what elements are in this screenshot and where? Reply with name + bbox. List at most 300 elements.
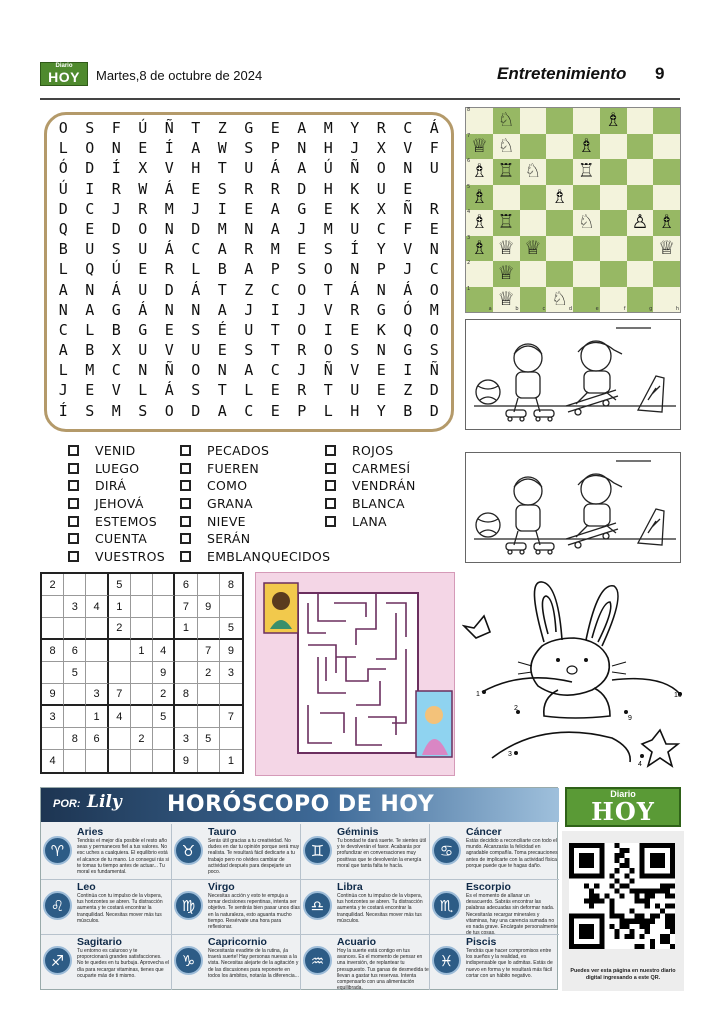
qr-code-image[interactable] xyxy=(569,843,675,949)
sign-forecast: Es el momento de allanar un desacuerdo. Sabrás encontrar las palabras adecuadas sin deformar nada. Necesitarás recargar minerales y vitaminas, hay una carencia sumada no es nada grave. Encárgate personalmente de tus cosas. xyxy=(466,893,558,935)
word-search-letter: N xyxy=(111,139,121,158)
chess-square xyxy=(493,159,520,185)
word-label: COMO xyxy=(207,478,248,494)
sign-name: Géminis xyxy=(337,826,379,838)
word-search-letter: É xyxy=(217,320,227,339)
sign-name: Virgo xyxy=(208,881,235,893)
word-search-letter: D xyxy=(429,401,439,420)
word-search-letter: I xyxy=(270,300,280,319)
chess-square xyxy=(573,134,600,160)
sudoku-cell xyxy=(220,684,242,706)
word-search-letter: B xyxy=(111,320,121,339)
horoscope-sign-piscis xyxy=(430,936,559,992)
file-label: b xyxy=(515,306,519,312)
word-search-letter: G xyxy=(297,199,307,218)
chess-square xyxy=(466,185,493,211)
horoscope-section xyxy=(40,787,558,990)
word-search-letter: D xyxy=(111,219,121,238)
sign-name: Tauro xyxy=(208,826,237,838)
chess-square xyxy=(627,159,654,185)
word-search-letter: C xyxy=(111,361,121,380)
word-search-letter: A xyxy=(217,240,227,259)
sudoku-cell xyxy=(153,618,175,640)
sudoku-cell xyxy=(175,706,197,728)
qr-code[interactable] xyxy=(569,843,675,949)
word-label: NIEVE xyxy=(207,513,246,529)
chess-square xyxy=(466,236,493,262)
checkbox-icon xyxy=(180,445,191,456)
word-search-letter: E xyxy=(85,219,95,238)
sudoku-cell xyxy=(86,618,108,640)
word-list-item xyxy=(68,477,165,495)
word-search-word-list xyxy=(68,442,458,562)
horoscope-sign-aries xyxy=(41,826,170,882)
horoscope-banner xyxy=(41,788,559,822)
checkbox-icon xyxy=(68,480,79,491)
word-label: CUENTA xyxy=(95,531,148,547)
word-list-item xyxy=(325,460,416,478)
word-search-row xyxy=(50,360,448,380)
word-search-row xyxy=(50,179,448,199)
sign-forecast: Necesitarás evadirte de la rutina, ¡la traerá suerte! Hay personas nuevas a la vista. Necesitas alejarte de la agitación y de las discusiones para reponerte en todos los ámbitos, notarás la diferencia... xyxy=(208,948,299,979)
word-search-letter: R xyxy=(244,179,254,198)
sudoku-cell: 7 xyxy=(198,640,220,662)
word-search-letter: N xyxy=(376,341,386,360)
word-search-letter: I xyxy=(323,320,333,339)
logo-small-text: Diario xyxy=(55,63,73,69)
maze-puzzle xyxy=(255,572,455,776)
word-search-letter: U xyxy=(85,240,95,259)
chess-square xyxy=(653,108,680,134)
zodiac-icon: ♓ xyxy=(432,946,461,975)
bunny-drawing xyxy=(462,570,686,776)
chess-square xyxy=(520,185,547,211)
sudoku-cell xyxy=(86,662,108,684)
chess-square xyxy=(466,261,493,287)
word-search-letter: N xyxy=(244,219,254,238)
word-search-row xyxy=(50,380,448,400)
word-search-letter: N xyxy=(429,240,439,259)
chess-square xyxy=(493,261,520,287)
sudoku-cell xyxy=(131,618,153,640)
word-search-letter: S xyxy=(138,401,148,420)
word-search-letter: H xyxy=(323,179,333,198)
word-search-letter: R xyxy=(270,179,280,198)
sudoku-cell: 2 xyxy=(153,684,175,706)
sign-forecast: Hoy la suerte está contigo en tus avances. Es el momento de pensar en una inversión, de replantear tu presupuesto. Tus ganas de desmedida te llevan a gastar tus reservas. Intenta compensarlo con una alimentación equilibrada. xyxy=(337,948,429,990)
word-search-letter: E xyxy=(350,320,360,339)
word-search-letter: N xyxy=(164,219,174,238)
word-search-letter: N xyxy=(85,280,95,299)
word-search-letter: U xyxy=(191,341,201,360)
word-search-grid xyxy=(50,118,448,421)
sudoku-cell: 5 xyxy=(198,728,220,750)
word-search-letter: U xyxy=(350,381,360,400)
word-list-item xyxy=(68,460,165,478)
chess-square xyxy=(573,261,600,287)
word-label: PECADOS xyxy=(207,443,270,459)
word-search-letter: V xyxy=(403,139,413,158)
word-search-letter: S xyxy=(111,240,121,259)
word-search-letter: X xyxy=(111,341,121,360)
word-search-letter: S xyxy=(244,139,254,158)
word-search-letter: N xyxy=(376,280,386,299)
word-search-letter: E xyxy=(323,199,333,218)
chess-piece-icon: ♙ xyxy=(631,211,649,234)
sudoku-cell: 7 xyxy=(220,706,242,728)
diario-hoy-promo-logo xyxy=(565,787,681,827)
word-column-2 xyxy=(180,442,330,565)
sudoku-cell: 4 xyxy=(153,640,175,662)
issue-date: Martes,8 de octubre de 2024 xyxy=(96,68,263,83)
sudoku-cell xyxy=(42,618,64,640)
file-label: e xyxy=(595,306,599,312)
zodiac-icon: ♍ xyxy=(174,891,203,920)
word-label: FUEREN xyxy=(207,460,259,476)
word-search-letter: F xyxy=(111,119,121,137)
chess-square xyxy=(520,236,547,262)
word-search-letter: S xyxy=(244,341,254,360)
sudoku-cell: 5 xyxy=(109,574,131,596)
file-label: g xyxy=(649,306,653,312)
word-search-letter: O xyxy=(429,320,439,339)
word-search-letter: E xyxy=(297,240,307,259)
sudoku-cell xyxy=(198,706,220,728)
word-search-letter: J xyxy=(58,381,68,400)
sudoku-cell: 1 xyxy=(86,706,108,728)
horoscope-sign-geminis xyxy=(301,826,430,882)
horoscope-sign-acuario xyxy=(301,936,430,992)
chess-square xyxy=(466,108,493,134)
word-search-letter: X xyxy=(376,139,386,158)
word-search-letter: Ú xyxy=(138,119,148,137)
zodiac-icon: ♑ xyxy=(174,946,203,975)
checkbox-icon xyxy=(68,533,79,544)
chess-square xyxy=(546,159,573,185)
checkbox-icon xyxy=(325,463,336,474)
word-search-letter: L xyxy=(58,139,68,158)
word-search-letter: Z xyxy=(403,381,413,400)
word-list-item xyxy=(325,442,416,460)
word-search-letter: L xyxy=(244,381,254,400)
word-column-3 xyxy=(325,442,416,530)
word-search-letter: E xyxy=(244,199,254,218)
sign-name: Sagitario xyxy=(77,936,122,948)
chess-square xyxy=(600,185,627,211)
word-search-letter: R xyxy=(350,300,360,319)
rank-label: 6 xyxy=(467,158,471,164)
rank-label: 4 xyxy=(467,209,471,215)
word-search-letter: V xyxy=(403,240,413,259)
zodiac-icon: ♉ xyxy=(174,836,203,865)
horoscope-sign-virgo xyxy=(172,881,301,937)
sudoku-cell xyxy=(153,596,175,618)
maze-drawing xyxy=(256,573,456,777)
checkbox-icon xyxy=(325,498,336,509)
chess-piece-icon: ♗ xyxy=(470,160,488,183)
sudoku-cell xyxy=(131,706,153,728)
chess-square xyxy=(520,287,547,313)
file-label: a xyxy=(488,306,492,312)
sudoku-cell: 7 xyxy=(109,684,131,706)
checkbox-icon xyxy=(180,480,191,491)
sudoku-cell: 8 xyxy=(42,640,64,662)
chess-square xyxy=(493,185,520,211)
word-list-item xyxy=(180,548,330,566)
chess-square xyxy=(600,287,627,313)
checkbox-icon xyxy=(180,551,191,562)
word-search-letter: U xyxy=(138,341,148,360)
chess-piece-icon: ♕ xyxy=(658,236,676,259)
sign-name: Piscis xyxy=(466,936,497,948)
word-search-letter: Ñ xyxy=(164,361,174,380)
sudoku-cell xyxy=(153,728,175,750)
word-search-letter: D xyxy=(85,159,95,178)
word-search-letter: U xyxy=(376,179,386,198)
word-search-letter: L xyxy=(323,401,333,420)
word-search-letter: Á xyxy=(350,280,360,299)
chess-square xyxy=(627,236,654,262)
word-search-letter: M xyxy=(323,119,333,137)
sudoku-cell xyxy=(109,750,131,772)
word-search-letter: T xyxy=(270,341,280,360)
zodiac-icon: ♋ xyxy=(432,836,461,865)
checkbox-icon xyxy=(68,445,79,456)
word-list-item xyxy=(325,495,416,513)
chess-square xyxy=(466,159,493,185)
sudoku-cell xyxy=(86,750,108,772)
chess-square xyxy=(627,261,654,287)
word-search-letter: U xyxy=(138,240,148,259)
sudoku-cell xyxy=(42,596,64,618)
sign-forecast: Necesitas acción y esto te empuja a tomar decisiones repentinas, intenta ser objetivo. Te sentirás bien pasar unos días en la naturaleza, esto aguanta mucho tiempo. Resérvate una hora para reflexionar. xyxy=(208,893,300,931)
word-search-letter: S xyxy=(323,240,333,259)
word-search-letter: C xyxy=(376,219,386,238)
page-number: 9 xyxy=(655,64,665,83)
chess-square xyxy=(653,287,680,313)
zodiac-icon: ♌ xyxy=(43,891,72,920)
word-search-letter: P xyxy=(297,401,307,420)
word-search-letter: O xyxy=(58,119,68,137)
word-search-letter: E xyxy=(191,179,201,198)
coloring-picture-2 xyxy=(465,452,681,563)
chess-square xyxy=(653,210,680,236)
word-search-letter: U xyxy=(244,320,254,339)
word-search-letter: B xyxy=(85,341,95,360)
sudoku-cell xyxy=(198,574,220,596)
word-label: CARMESÍ xyxy=(352,460,411,476)
sudoku-cell xyxy=(64,618,86,640)
chess-square xyxy=(653,134,680,160)
word-search-letter: O xyxy=(164,401,174,420)
word-search-letter: S xyxy=(350,341,360,360)
word-search-letter: T xyxy=(217,280,227,299)
kids-skating-drawing-2 xyxy=(466,453,682,564)
word-search-letter: A xyxy=(85,300,95,319)
word-search-letter: A xyxy=(297,119,307,137)
rank-label: 3 xyxy=(467,234,471,241)
sudoku-cell: 2 xyxy=(42,574,64,596)
sudoku-cell xyxy=(131,662,153,684)
word-search-letter: A xyxy=(244,361,254,380)
dot-label: 9 xyxy=(628,715,632,722)
word-search-letter: G xyxy=(376,300,386,319)
word-search-letter: R xyxy=(429,199,439,218)
horoscope-sign-leo xyxy=(41,881,170,937)
word-search-letter: I xyxy=(403,361,413,380)
sign-forecast: Serás útil gracias a tu creatividad. No dudes en dar tu opinión porque será muy realista. Te resultará fácil dedicarte a tu trabajo pero no olvides cambiar de actividad después para despejarte un poco. xyxy=(208,838,300,876)
word-search-letter: K xyxy=(350,199,360,218)
chess-square xyxy=(653,159,680,185)
word-search-letter: O xyxy=(138,219,148,238)
word-search-letter: Y xyxy=(376,401,386,420)
chess-square xyxy=(573,185,600,211)
word-search-letter: E xyxy=(138,139,148,158)
sudoku-cell xyxy=(175,640,197,662)
word-search-letter: S xyxy=(217,179,227,198)
chess-square xyxy=(546,185,573,211)
word-search-letter: E xyxy=(270,119,280,137)
sudoku-cell xyxy=(131,574,153,596)
chess-square xyxy=(627,108,654,134)
word-search-letter: Ñ xyxy=(403,199,413,218)
word-search-row xyxy=(50,118,448,138)
word-search-letter: Y xyxy=(350,119,360,137)
sign-forecast: Continúa con tu impulso de la víspera, tus horizontes se abren. Tu distracción aumenta y te costará encontrar la tranquilidad. Necesitas mover más tus músculos. xyxy=(77,893,163,924)
word-search-letter: C xyxy=(191,240,201,259)
word-search-letter: T xyxy=(270,320,280,339)
sudoku-cell xyxy=(198,618,220,640)
chess-piece-icon: ♕ xyxy=(497,287,515,310)
word-search-letter: L xyxy=(58,260,68,279)
sudoku-cell xyxy=(64,574,86,596)
diario-hoy-logo xyxy=(40,62,88,86)
word-search-letter: T xyxy=(191,119,201,137)
chess-piece-icon: ♘ xyxy=(497,134,515,157)
word-search-letter: E xyxy=(164,320,174,339)
word-search-row xyxy=(50,219,448,239)
word-search-letter: J xyxy=(244,300,254,319)
chess-square xyxy=(493,287,520,313)
word-label: VUESTROS xyxy=(95,548,166,564)
word-search-letter: I xyxy=(217,199,227,218)
checkbox-icon xyxy=(180,498,191,509)
word-search-letter: K xyxy=(350,179,360,198)
word-search-row xyxy=(50,280,448,300)
word-search-letter: L xyxy=(85,320,95,339)
word-search-letter: C xyxy=(403,119,413,137)
word-search-letter: M xyxy=(111,401,121,420)
sudoku-cell: 4 xyxy=(86,596,108,618)
word-search-letter: E xyxy=(376,381,386,400)
word-search-letter: Á xyxy=(429,119,439,137)
word-search-letter: E xyxy=(85,381,95,400)
word-search-letter: Á xyxy=(164,240,174,259)
horoscope-sign-libra xyxy=(301,881,430,937)
word-list-item xyxy=(180,460,330,478)
sudoku-cell xyxy=(86,640,108,662)
word-label: LANA xyxy=(352,513,387,529)
word-search-letter: B xyxy=(403,401,413,420)
chess-square xyxy=(546,210,573,236)
word-search-letter: G xyxy=(138,320,148,339)
word-search-row xyxy=(50,259,448,279)
word-search-letter: M xyxy=(323,219,333,238)
chess-piece-icon: ♗ xyxy=(577,134,595,157)
sudoku-cell: 4 xyxy=(42,750,64,772)
word-search-letter: Í xyxy=(111,159,121,178)
sudoku-cell: 8 xyxy=(220,574,242,596)
byline-por: POR: xyxy=(53,798,81,810)
chess-square xyxy=(546,261,573,287)
word-search-letter: P xyxy=(376,260,386,279)
word-search-letter: U xyxy=(429,159,439,178)
word-search-letter: H xyxy=(350,401,360,420)
file-label: h xyxy=(675,306,679,312)
word-search-row xyxy=(50,138,448,158)
word-search-letter: I xyxy=(85,179,95,198)
coloring-picture-1 xyxy=(465,319,681,430)
chess-square xyxy=(627,210,654,236)
checkbox-icon xyxy=(68,516,79,527)
word-search-letter: D xyxy=(58,199,68,218)
word-search-letter: Á xyxy=(111,280,121,299)
word-list-item xyxy=(68,512,165,530)
chess-square xyxy=(573,159,600,185)
word-search-letter: Ñ xyxy=(350,159,360,178)
word-search-letter: R xyxy=(138,199,148,218)
word-search-letter: M xyxy=(164,199,174,218)
sudoku-cell xyxy=(131,750,153,772)
dot-label: 4 xyxy=(638,761,642,768)
word-search-letter: X xyxy=(376,199,386,218)
sudoku-cell: 9 xyxy=(175,750,197,772)
word-label: JEHOVÁ xyxy=(95,496,144,512)
chess-piece-icon: ♗ xyxy=(604,109,622,132)
chess-square xyxy=(493,210,520,236)
word-search-letter: S xyxy=(429,341,439,360)
word-search-letter: J xyxy=(403,260,413,279)
word-search-letter: Ú xyxy=(111,260,121,279)
word-search-letter: V xyxy=(350,361,360,380)
chess-square xyxy=(546,287,573,313)
rank-label: 7 xyxy=(467,132,471,139)
chess-piece-icon: ♕ xyxy=(470,134,488,157)
chess-piece-icon: ♕ xyxy=(497,236,515,259)
word-search-letter: R xyxy=(164,260,174,279)
word-label: ESTEMOS xyxy=(95,513,158,529)
chess-square xyxy=(520,159,547,185)
sudoku-cell: 1 xyxy=(109,596,131,618)
sign-forecast: Continúa con tu impulso de la víspera, tus horizontes se abren. Tu distracción aumenta y te costará encontrar la tranquilidad. Necesitas mover más tus músculos. xyxy=(337,893,423,924)
word-search-letter: O xyxy=(323,260,333,279)
word-search-letter: E xyxy=(270,401,280,420)
word-search-letter: S xyxy=(297,260,307,279)
word-search-letter: J xyxy=(111,199,121,218)
chess-piece-icon: ♘ xyxy=(551,287,569,310)
sign-name: Cáncer xyxy=(466,826,502,838)
sudoku-cell: 2 xyxy=(109,618,131,640)
word-search-letter: A xyxy=(270,199,280,218)
word-search-letter: Q xyxy=(58,219,68,238)
word-list-item xyxy=(180,530,330,548)
word-search-letter: Á xyxy=(164,179,174,198)
horoscope-sign-tauro xyxy=(172,826,301,882)
horoscope-title: HORÓSCOPO DE HOY xyxy=(167,792,435,817)
file-label: d xyxy=(568,306,572,312)
word-list-item xyxy=(180,495,330,513)
chess-square xyxy=(466,210,493,236)
